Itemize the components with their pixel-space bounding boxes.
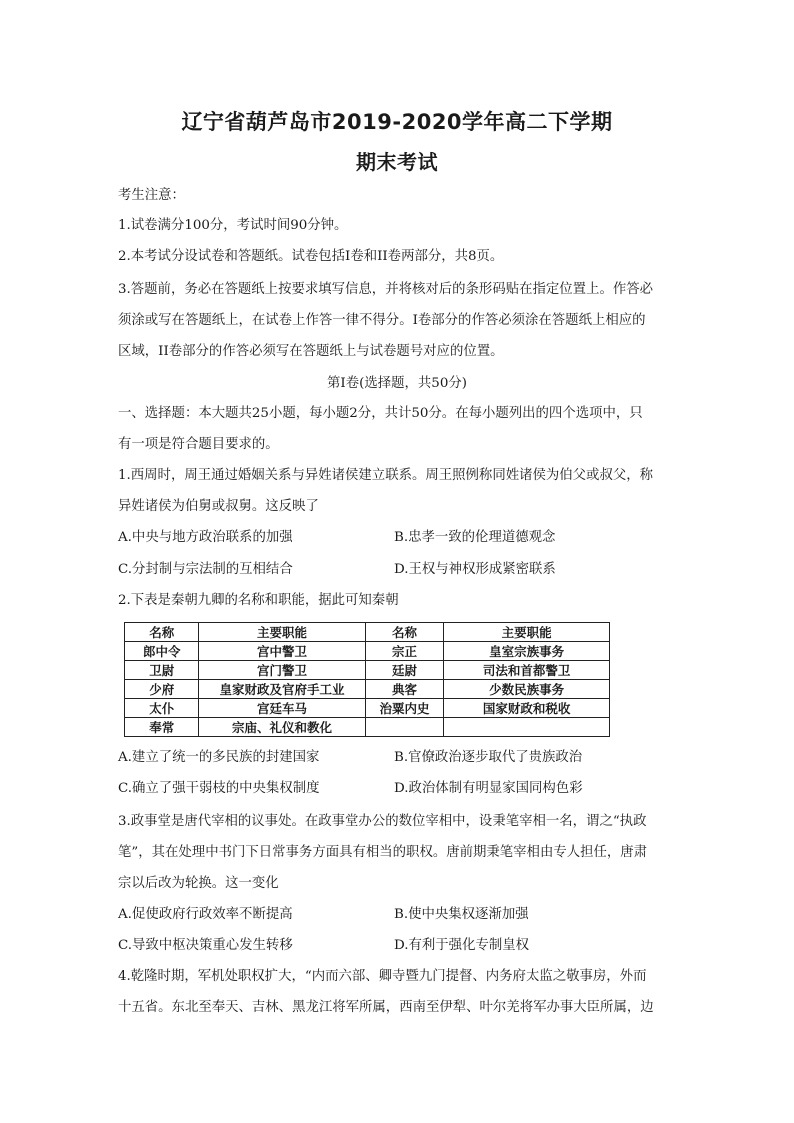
table-cell: 宗正: [365, 642, 444, 661]
table-cell: 治粟内史: [365, 699, 444, 718]
section-instructions-line-2: 有一项是符合题目要求的。: [118, 437, 279, 452]
table-cell: 司法和首都警卫: [444, 661, 610, 680]
qin-ministers-table: [124, 622, 610, 737]
table-header-cell: 名称: [365, 623, 444, 642]
table-cell: 皇室宗族事务: [444, 642, 610, 661]
question-1-stem-line-1: 1.西周时，周王通过婚姻关系与异姓诸侯建立联系。周王照例称同姓诸侯为伯父或叔父，称: [118, 468, 654, 483]
question-1-option-b: B.忠孝一致的伦理道德观念: [394, 530, 556, 545]
question-4-stem-line-2: 十五省。东北至奉天、吉林、黑龙江将军所属，西南至伊犁、叶尔羌将军办事大臣所属，边: [118, 1000, 654, 1015]
question-3-stem-line-1: 3.政事堂是唐代宰相的议事处。在政事堂办公的数位宰相中，设秉笔宰相一名，谓之“执政: [118, 814, 647, 829]
notice-item-3-line-1: 3.答题前，务必在答题纸上按要求填写信息，并将核对后的条形码贴在指定位置上。作答必: [118, 282, 654, 297]
question-3-option-c: C.导致中枢决策重心发生转移: [118, 938, 293, 953]
table-cell: 奉常: [125, 718, 199, 737]
question-3-option-b: B.使中央集权逐渐加强: [394, 907, 529, 922]
table-header-row: [125, 623, 610, 642]
table-cell: 少府: [125, 680, 199, 699]
notice-item-1: 1.试卷满分100分，考试时间90分钟。: [118, 218, 348, 233]
question-1-option-c: C.分封制与宗法制的互相结合: [118, 562, 293, 577]
question-3-option-d: D.有利于强化专制皇权: [394, 938, 530, 953]
table-row: [125, 718, 610, 737]
table-cell: 太仆: [125, 699, 199, 718]
table-cell: 宫中警卫: [199, 642, 365, 661]
section-instructions-line-1: 一、选择题：本大题共25小题，每小题2分，共计50分。在每小题列出的四个选项中，只: [118, 406, 643, 421]
document-title: 辽宁省葫芦岛市2019-2020学年高二下学期: [181, 110, 613, 134]
table-cell: 皇家财政及官府手工业: [199, 680, 365, 699]
question-3-stem-line-2: 笔”，其在处理中书门下日常事务方面具有相当的职权。唐前期秉笔宰相由专人担任，唐肃: [118, 845, 648, 860]
question-2-option-a: A.建立了统一的多民族的封建国家: [118, 750, 320, 765]
question-2-option-c: C.确立了强干弱枝的中央集权制度: [118, 781, 320, 796]
table-cell: 少数民族事务: [444, 680, 610, 699]
table-cell: [365, 718, 444, 737]
table-row: [125, 699, 610, 718]
question-4-stem-line-1: 4.乾隆时期，军机处职权扩大，“内而六部、卿寺暨九门提督、内务府太监之敬事房，外而: [118, 969, 647, 984]
question-2-stem: 2.下表是秦朝九卿的名称和职能，据此可知秦朝: [118, 593, 399, 608]
table-cell: 郎中令: [125, 642, 199, 661]
question-2-option-b: B.官僚政治逐步取代了贵族政治: [394, 750, 583, 765]
table-row: [125, 680, 610, 699]
question-1-option-d: D.王权与神权形成紧密联系: [394, 562, 556, 577]
table-cell: 卫尉: [125, 661, 199, 680]
notice-item-3-line-3: 区域，II卷部分的作答必须写在答题纸上与试卷题号对应的位置。: [118, 344, 504, 359]
question-2-option-d: D.政治体制有明显家国同构色彩: [394, 781, 583, 796]
table-header-cell: 主要职能: [444, 623, 610, 642]
table-row: [125, 642, 610, 661]
table-cell: 宫门警卫: [199, 661, 365, 680]
table-cell: [444, 718, 610, 737]
table-cell: 宗庙、礼仪和教化: [199, 718, 365, 737]
question-1-option-a: A.中央与地方政治联系的加强: [118, 530, 293, 545]
table-cell: 宫廷车马: [199, 699, 365, 718]
table-header-cell: 主要职能: [199, 623, 365, 642]
notice-heading: 考生注意：: [118, 188, 185, 203]
question-3-option-a: A.促使政府行政效率不断提高: [118, 907, 293, 922]
section-title: 第I卷(选择题，共50分): [327, 376, 467, 391]
table-cell: 典客: [365, 680, 444, 699]
table-cell: 国家财政和税收: [444, 699, 610, 718]
table-row: [125, 661, 610, 680]
table-cell: 廷尉: [365, 661, 444, 680]
question-1-stem-line-2: 异姓诸侯为伯舅或叔舅。这反映了: [118, 499, 319, 514]
table-header-cell: 名称: [125, 623, 199, 642]
document-subtitle: 期末考试: [356, 150, 438, 174]
notice-item-3-line-2: 须涂或写在答题纸上，在试卷上作答一律不得分。I卷部分的作答必须涂在答题纸上相应的: [118, 313, 646, 328]
question-3-stem-line-3: 宗以后改为轮换。这一变化: [118, 876, 279, 891]
notice-item-2: 2.本考试分设试卷和答题纸。试卷包括I卷和II卷两部分，共8页。: [118, 249, 504, 264]
